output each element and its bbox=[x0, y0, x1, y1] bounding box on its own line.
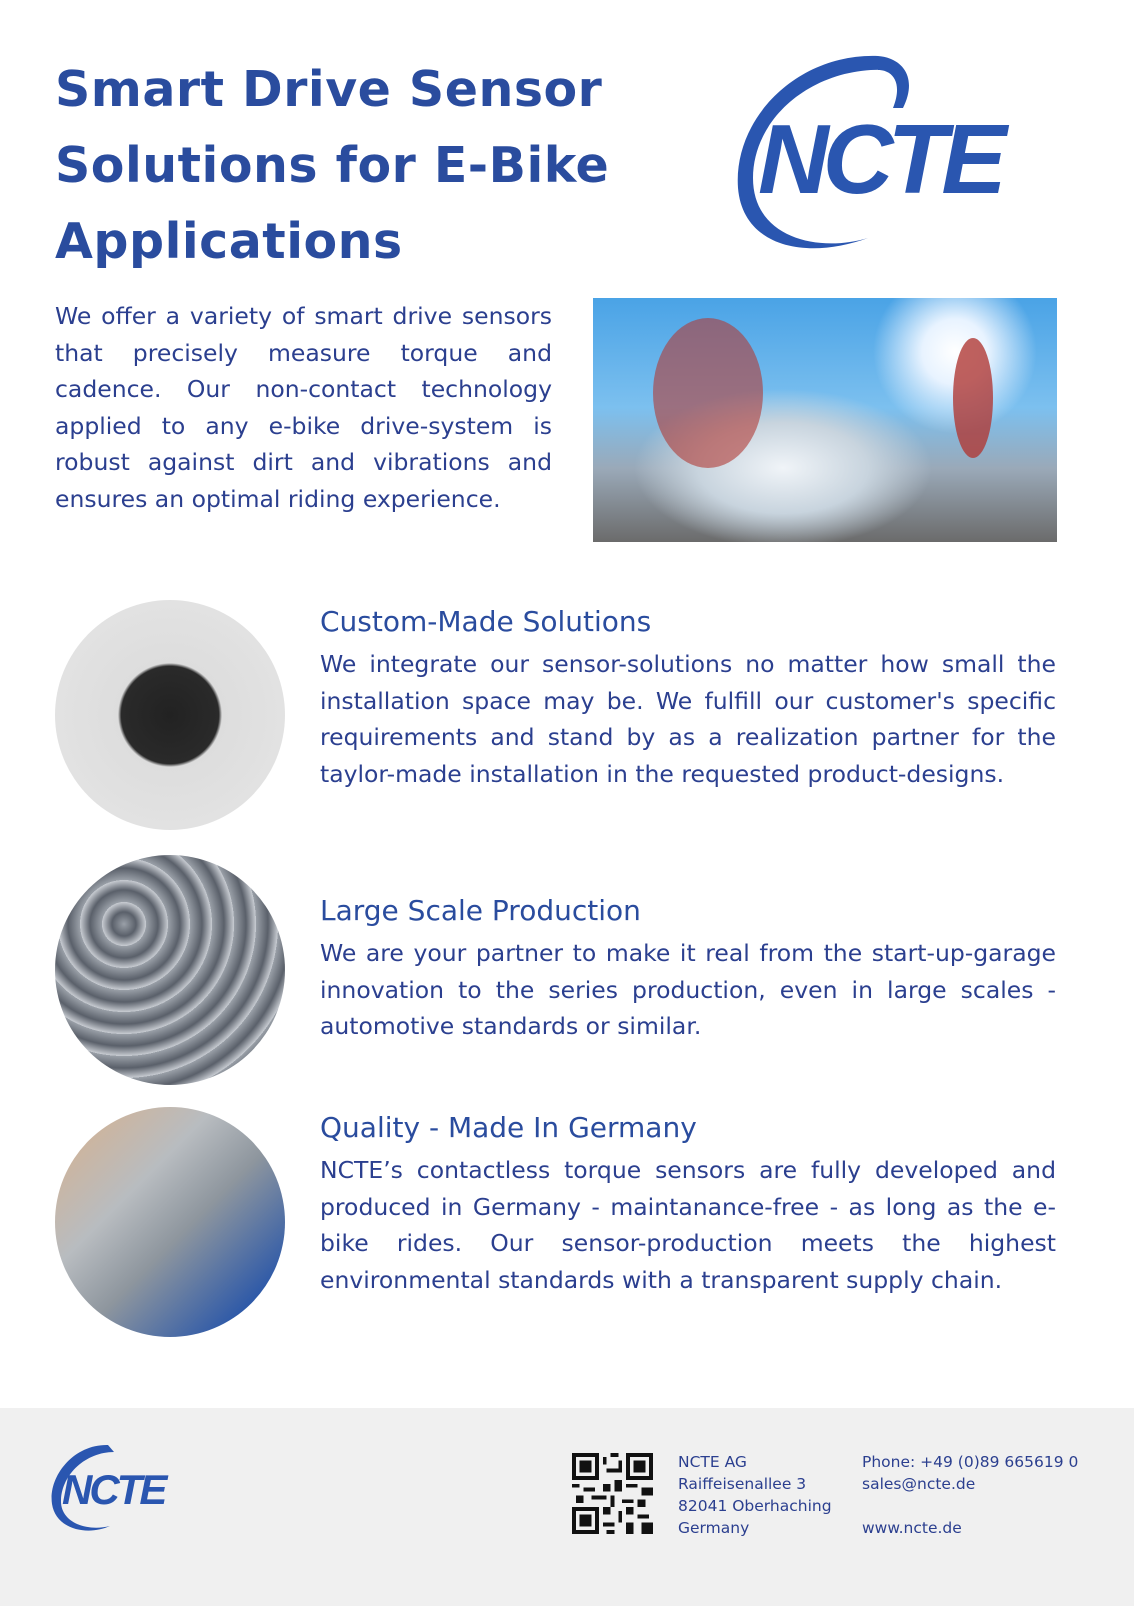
section-large-scale bbox=[320, 893, 1056, 1045]
address-block bbox=[678, 1451, 832, 1539]
qr-code[interactable] bbox=[572, 1453, 653, 1534]
street: Raiffeisenallee 3 bbox=[678, 1475, 807, 1493]
city: 82041 Oberhaching bbox=[678, 1497, 832, 1515]
section-heading: Custom-Made Solutions bbox=[320, 605, 652, 638]
ncte-logo bbox=[728, 48, 1058, 258]
svg-text:NCTE: NCTE bbox=[62, 1466, 165, 1513]
drive-unit-image bbox=[55, 600, 285, 830]
production-parts-image bbox=[55, 855, 285, 1085]
section-quality bbox=[320, 1110, 1056, 1298]
section-body: NCTE’s contactless torque sensors are fully developed and produced in Germany - maintanance-free - as long as the e-bike rides. Our sensor-production meets the highest environmental standards with a transparent supply chain. bbox=[320, 1156, 1056, 1294]
section-heading: Large Scale Production bbox=[320, 894, 641, 927]
section-heading: Quality - Made In Germany bbox=[320, 1111, 697, 1144]
country: Germany bbox=[678, 1519, 750, 1537]
section-body: We are your partner to make it real from the start-up-garage innovation to the series production, even in large scales - automotive standards or similar. bbox=[320, 939, 1056, 1040]
contact-block bbox=[862, 1451, 1078, 1539]
ebike-splash-photo bbox=[593, 298, 1057, 542]
assembly-image bbox=[55, 1107, 285, 1337]
company-name: NCTE AG bbox=[678, 1453, 747, 1471]
intro-paragraph: We offer a variety of smart drive sensors that precisely measure torque and cadence. Our non-contact technology applied to any e-bike drive-system is robust against dirt and vibrations and ensures an optimal riding experience. bbox=[55, 302, 552, 513]
phone[interactable]: Phone: +49 (0)89 665619 0 bbox=[862, 1453, 1079, 1471]
footer-ncte-logo bbox=[48, 1442, 193, 1534]
email-link[interactable]: sales@ncte.de bbox=[862, 1475, 976, 1493]
section-custom-made bbox=[320, 604, 1056, 792]
website-link[interactable]: www.ncte.de bbox=[862, 1519, 962, 1537]
section-body: We integrate our sensor-solutions no matter how small the installation space may be. We fulfill our customer's specific requirements and stand by as a realization partner for the taylor-made installation in the requested product-designs. bbox=[320, 650, 1056, 788]
svg-text:NCTE: NCTE bbox=[758, 104, 1001, 214]
page-title: Smart Drive Sensor Solutions for E-Bike Applications bbox=[55, 61, 610, 270]
